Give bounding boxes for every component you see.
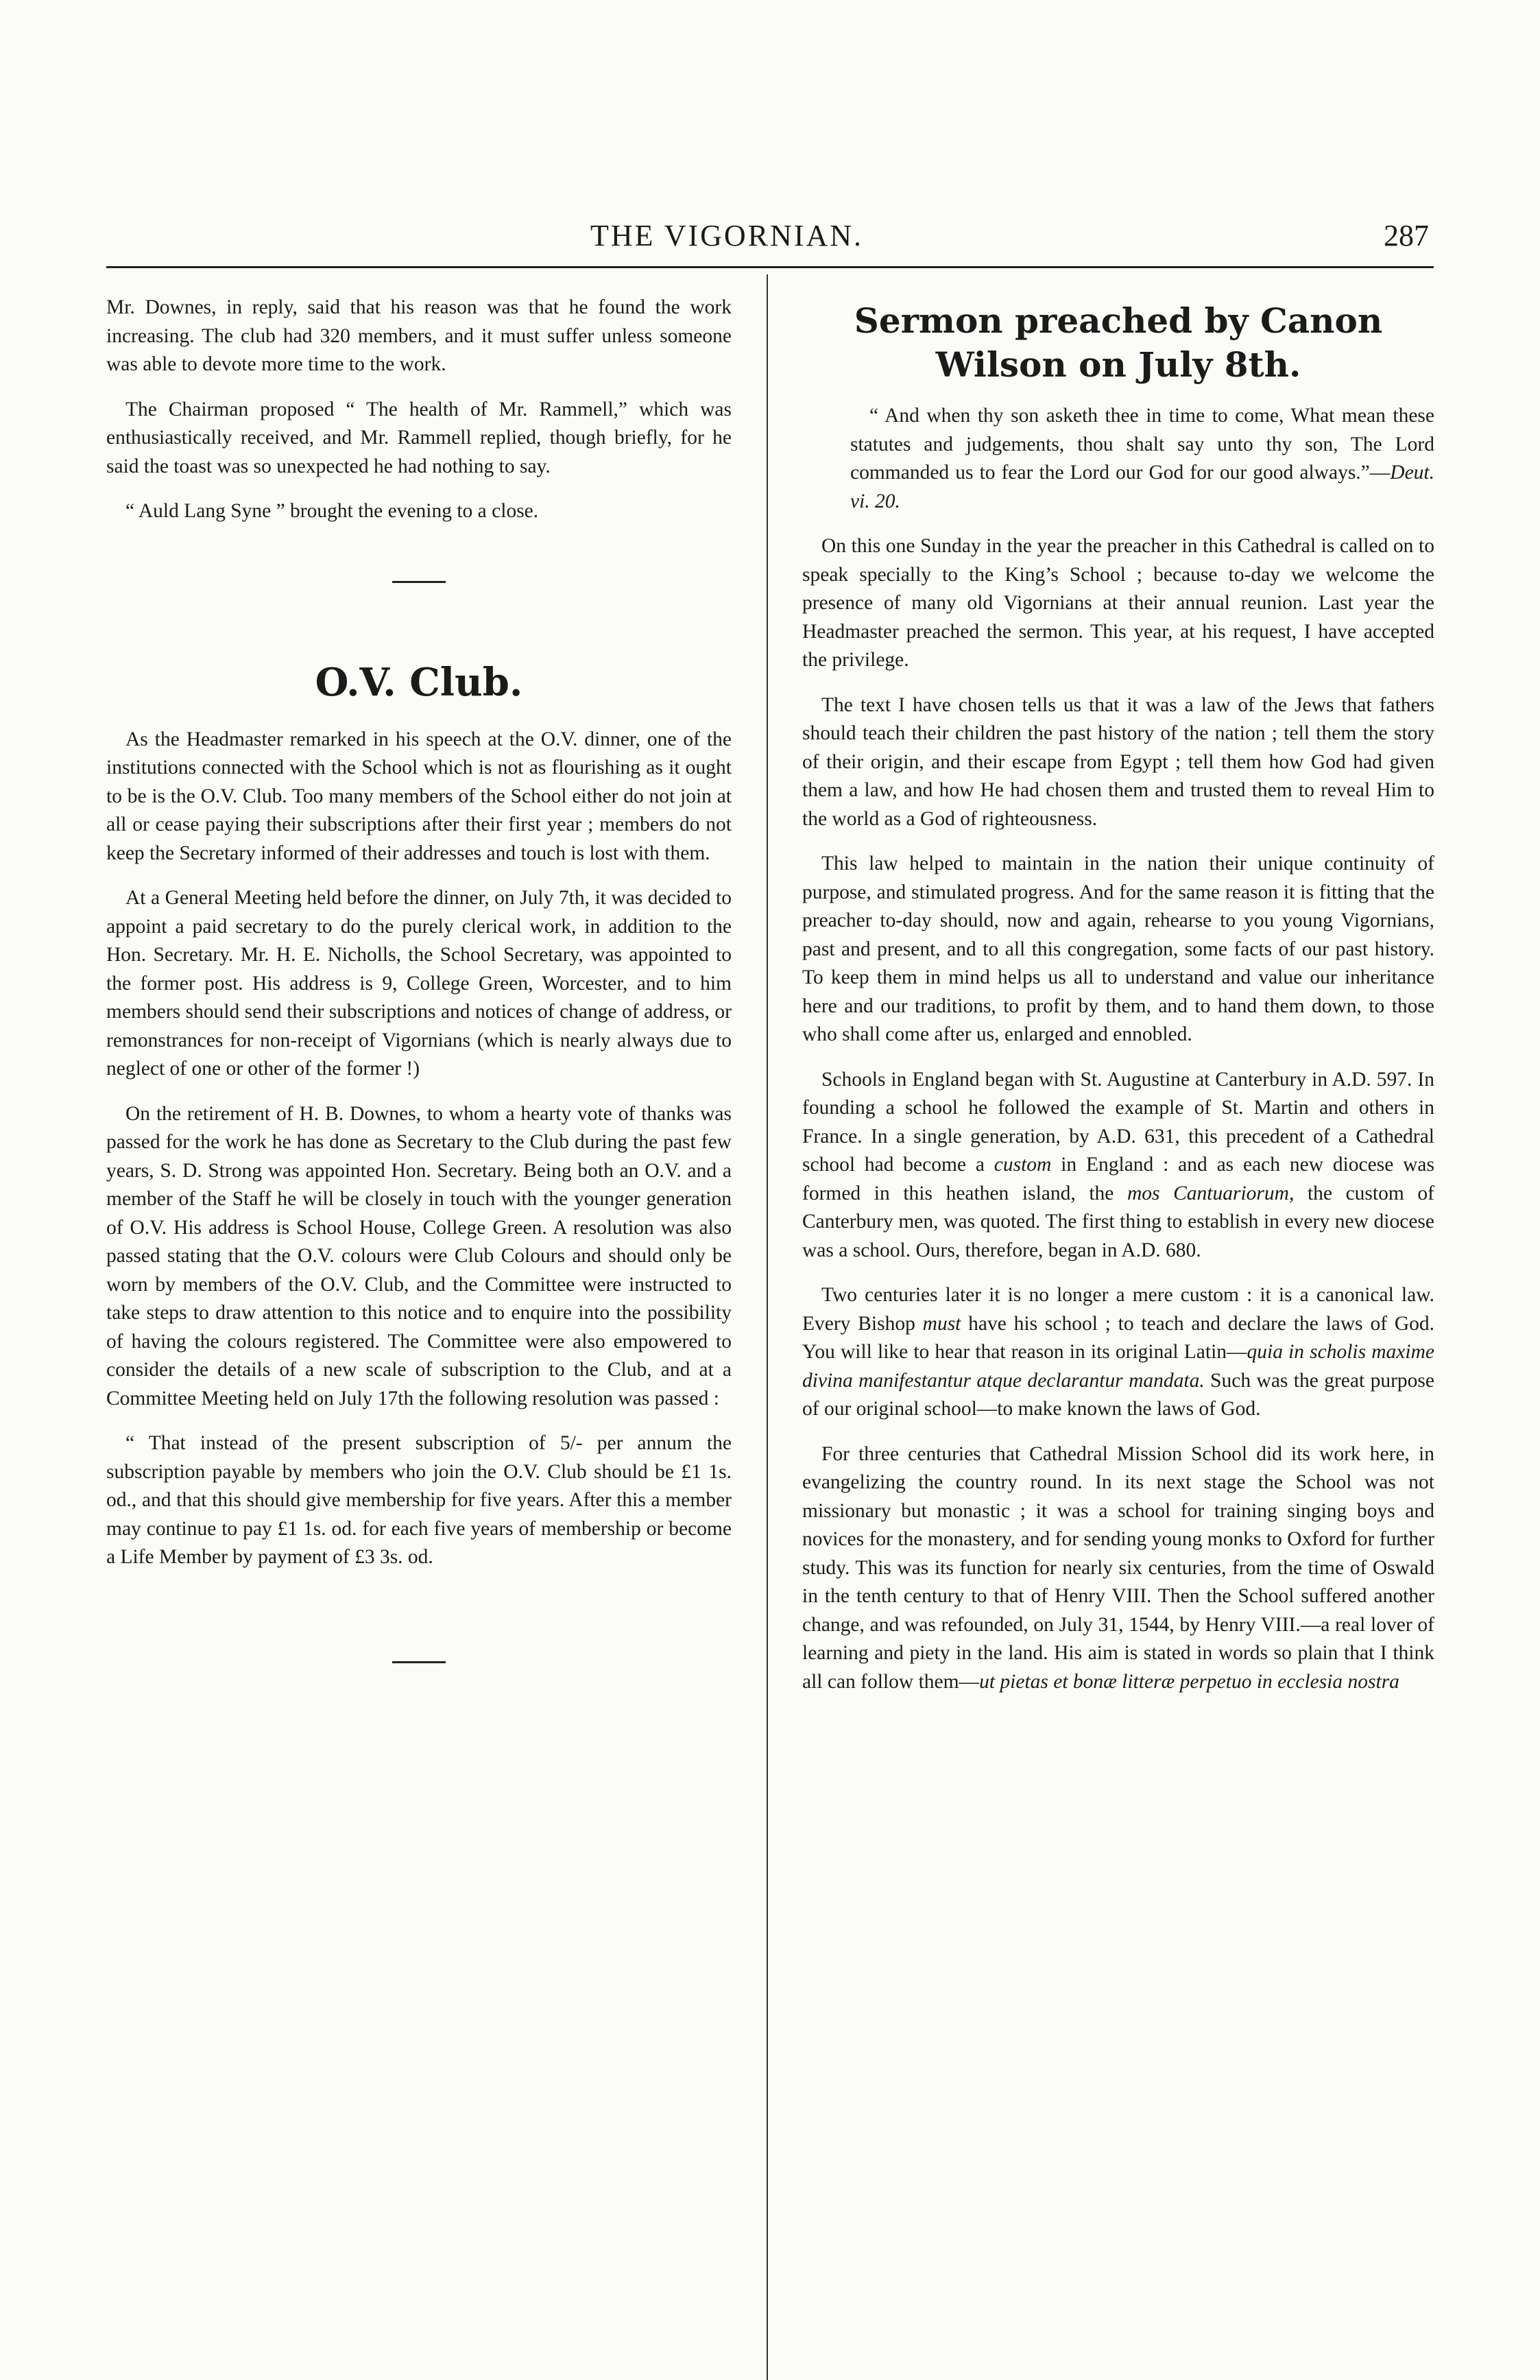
italic-run: custom [994,1154,1052,1176]
sermon-paragraph: This law helped to maintain in the nation their unique continuity of purpose, and stimulated progress. And for the same reason it is fitting that the preacher to-day should, now and again, rehearse to you young Vigornians, past and present, and to all this congregation, some facts of our past history. To keep them in mind helps us all to understand and value our inheritance here and our traditions, to profit by them, and to hand them down, to those who shall come after us, enlarged and ennobled. [802,853,1434,1045]
dinner-paragraph-reply: Mr. Downes, in reply, said that his reason was that he found the work increasing. The club had 320 members, and it must suffer unless someone was able to devote more time to the work. [106,296,732,375]
ov-club-paragraph: As the Headmaster remarked in his speech at the O.V. dinner, one of the institutions connected with the School which is not as flourishing as it ought to be is the O.V. Club. Too many members of the School either do not join at all or cease paying their subscriptions after their first year ; members do not keep the Secretary informed of their addresses and touch is lost with them. [106,728,732,864]
text-run: Two centuries later it is no longer a mere custom : it is a canonical law. Every Bishop [802,1284,1434,1335]
epigraph-text: “ And when thy son asketh thee in time to come, What mean these statutes and judgements, thou shalt say unto thy son, The Lord commanded us to fear the Lord our God for our good always.”— [850,405,1434,484]
end-divider-rule [392,1661,446,1663]
sermon-paragraph: The text I have chosen tells us that it was a law of the Jews that fathers should teach their children the past history of the nation ; tell them the story of their origin, and their escape from Egypt ; tell them how God had given them a law, and how He had chosen them and trusted them to reveal Him to the world as a God of righteousness. [802,693,1434,830]
right-column [802,294,1434,1696]
sermon-paragraph [802,1066,1434,1265]
sermon-paragraph: On this one Sunday in the year the preacher in this Cathedral is called on to speak specially to the King’s School ; because to-day we welcome the presence of many old Vigornians at their annual reunion. Last year the Headmaster preached the sermon. This year, at his request, I have accepted the privilege. [802,535,1434,671]
italic-run: must [922,1312,961,1335]
epigraph-reference: Deut. vi. 20. [850,462,1434,512]
text-run: Such was the great purpose of our original school—to make known the laws of God. [802,1369,1434,1420]
ov-club-heading: O.V. Club. [315,659,523,705]
text-run: the custom of Canterbury men, was quoted. The first thing to establish in every new diocese was a school. Ours, therefore, began in A.D. 680. [802,1182,1434,1261]
ov-club-paragraph: On the retirement of H. B. Downes, to whom a hearty vote of thanks was passed for the work he has done as Secretary to the Club during the past few years, S. D. Strong was appointed Hon. Secretary. Being both an O.V. and a member of the Staff he will be closely in touch with the younger generation of O.V. His address is School House, College Green. A resolution was also passed stating that the O.V. colours were Club Colours and should only be worn by members of the O.V. Club, and the Committee were instructed to take steps to draw attention to this notice and to enquire into the possibility of having the colours registered. The Committee were also empowered to consider the details of a new scale of subscription to the Club, and at a Committee Meeting held on July 17th the following resolution was passed : [106,1102,732,1409]
ov-club-paragraph: At a General Meeting held before the dinner, on July 7th, it was decided to appoint a paid secretary to do the purely clerical work, in addition to the Hon. Secretary. Mr. H. E. Nicholls, the School Secretary, was appointed to the former post. His address is 9, College Green, Worcester, and to him members should send their subscriptions and notices of change of address, or remonstrances for non-receipt of Vigornians (which is nearly always due to neglect of one or other of the former !) [106,887,732,1080]
ov-club-resolution: “ That instead of the present subscription of 5/- per annum the subscription payable by members who join the O.V. Club should be £1 1s. od., and that this should give membership for five years. After this a member may continue to pay £1 1s. od. for each five years of membership or become a Life Member by payment of £3 3s. od. [106,1432,732,1568]
italic-run: ut pietas et bonæ litteræ perpetuo in ecclesia nostra [979,1670,1399,1693]
header-rule [106,266,1434,268]
sermon-heading: Sermon preached by Canon Wilson on July 8th. [854,300,1383,385]
text-run: Schools in England began with St. Augustine at Canterbury in A.D. 597. In founding a school he followed the example of St. Martin and others in France. In a single generation, by A.D. 631, this precedent of a Cathedral school had become a [802,1068,1434,1176]
text-run: in England : and as each new diocese was formed in this heathen island, the [802,1154,1434,1204]
running-header-title: THE VIGORNIAN. [590,219,864,252]
text-run: have his school ; to teach and declare the laws of God. You will like to hear that reason in its original Latin— [802,1312,1435,1363]
left-column [106,294,732,1663]
italic-run: quia in scholis maxime divina manifestantur atque declarantur mandata. [802,1341,1434,1392]
sermon-paragraph [802,1440,1434,1697]
column-divider [767,274,768,2380]
italic-run: mos Cantuariorum, [1127,1182,1295,1204]
page-number: 287 [1384,219,1429,252]
sermon-paragraph [802,1281,1434,1424]
text-run: For three centuries that Cathedral Mission School did its work here, in evangelizing the country round. In its next stage the School was not missionary but monastic ; it was a school for training singing boys and novices for the monastery, and for sending young monks to Oxford for further study. This was its function for nearly six centuries, from the time of Oswald in the tenth century to that of Henry VIII. Then the School suffered another change, and was refounded, on July 31, 1544, by Henry VIII.—a real lover of learning and piety in the land. His aim is stated in words so plain that I think all can follow them— [802,1442,1434,1693]
sermon-epigraph [802,402,1434,516]
dinner-paragraph-toast: The Chairman proposed “ The health of Mr. Rammell,” which was enthusiastically received, and Mr. Rammell replied, though briefly, for he said the toast was so unexpected he had nothing to say. [106,398,732,477]
section-divider-rule [392,581,446,583]
dinner-paragraph-close: “ Auld Lang Syne ” brought the evening to a close. [125,500,539,522]
